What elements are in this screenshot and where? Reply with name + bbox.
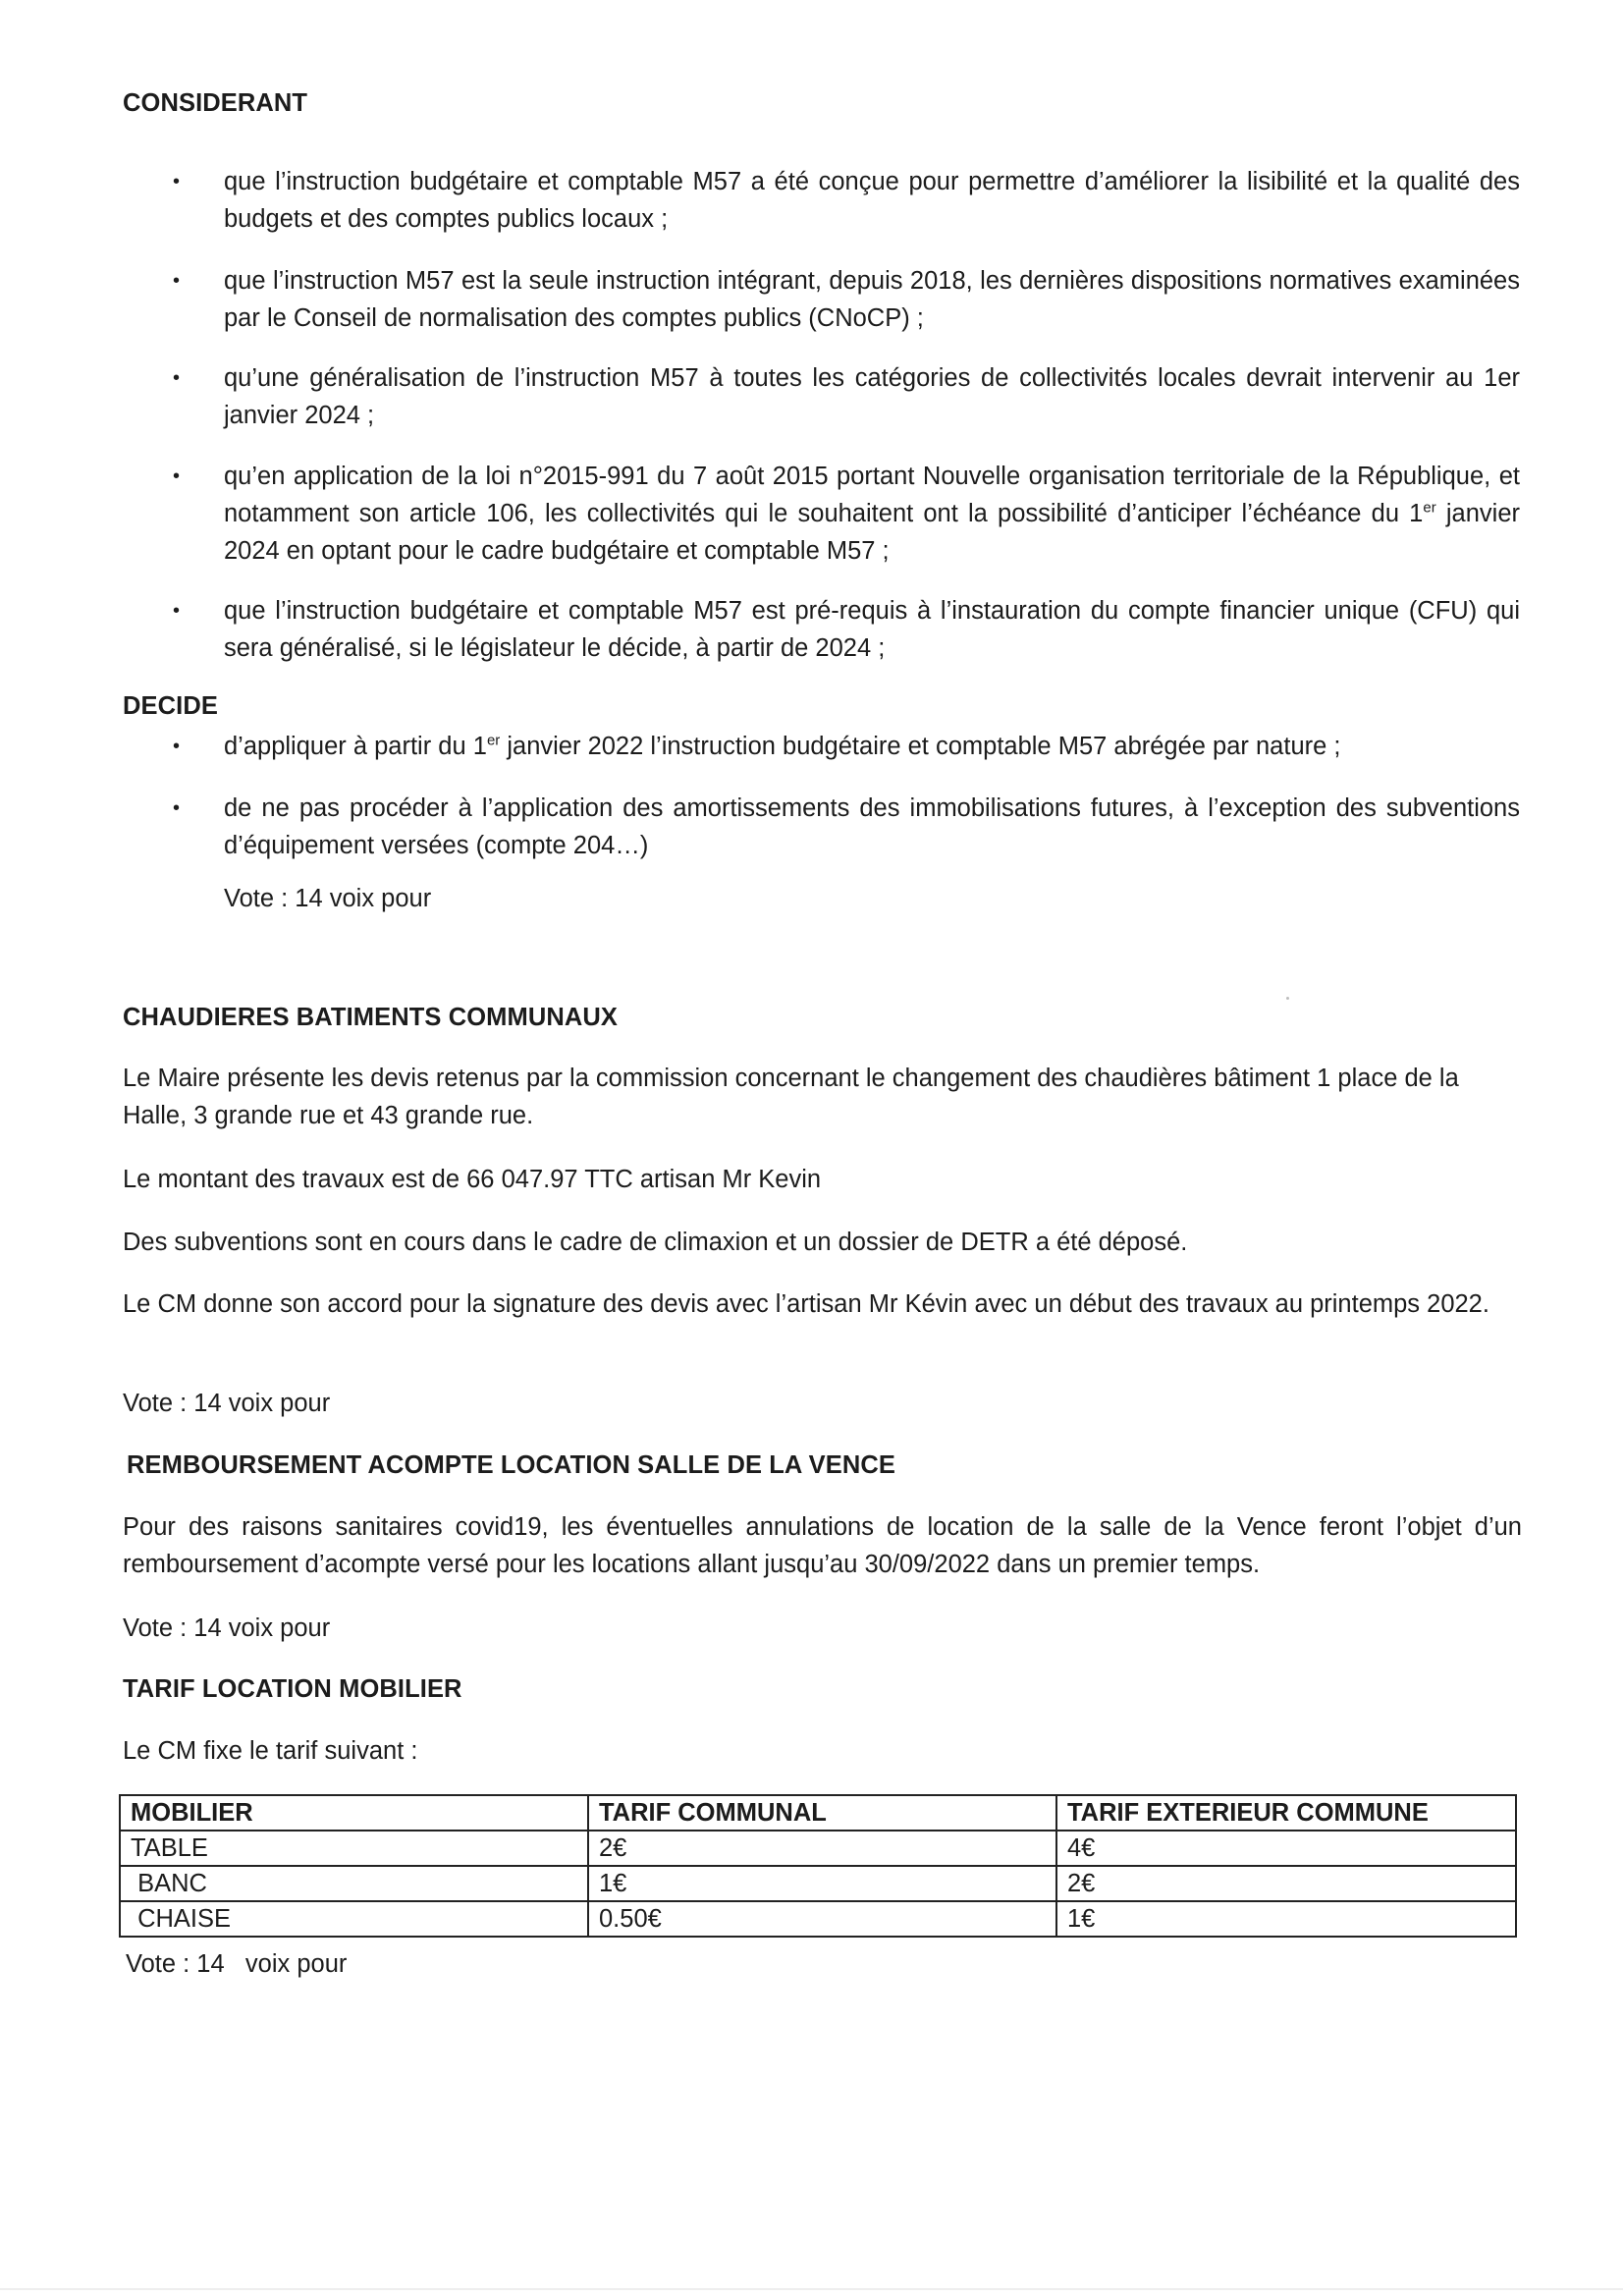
- superscript: er: [486, 732, 501, 749]
- table-cell: 2€: [588, 1831, 1056, 1866]
- chaudieres-heading: CHAUDIERES BATIMENTS COMMUNAUX: [123, 1004, 619, 1031]
- tarif-vote: Vote : 14 voix pour: [126, 1950, 348, 1978]
- table-header-row: [120, 1795, 1516, 1831]
- table-cell: 1€: [1056, 1901, 1516, 1937]
- considerant-item-4-text-b: janvier 2024 en optant pour le cadre budgétaire et comptable M57 ;: [224, 500, 1521, 565]
- bullet-icon: •: [173, 600, 181, 622]
- bullet-icon: •: [173, 367, 181, 389]
- superscript: er: [1423, 499, 1436, 517]
- remboursement-paragraph: Pour des raisons sanitaires covid19, les éventuelles annulations de location de la salle de la Vence feront l’objet d’un remboursement d’acompte versé pour les locations allant jusqu’au 30/09/2022 dans un premier temps.: [123, 1513, 1522, 1578]
- considerant-item-4: [224, 458, 1520, 570]
- scan-edge-line: [0, 2288, 1623, 2290]
- remboursement-vote: Vote : 14 voix pour: [123, 1614, 331, 1642]
- remboursement-heading: REMBOURSEMENT ACOMPTE LOCATION SALLE DE LA VENCE: [127, 1451, 896, 1479]
- table-row: [120, 1831, 1516, 1866]
- table-row: [120, 1901, 1516, 1937]
- decide-item-1: [224, 728, 1520, 765]
- table-cell: 0.50€: [588, 1901, 1056, 1937]
- chaudieres-paragraph-3: Des subventions sont en cours dans le cadre de climaxion et un dossier de DETR a été déposé.: [123, 1229, 1188, 1256]
- chaudieres-paragraph-4: Le CM donne son accord pour la signature des devis avec l’artisan Mr Kévin avec un début des travaux au printemps 2022.: [123, 1290, 1489, 1318]
- considerant-item-2: que l’instruction M57 est la seule instruction intégrant, depuis 2018, les dernières dispositions normatives examinées par le Conseil de normalisation des comptes publics (CNoCP) ;: [224, 267, 1520, 332]
- considerant-item-1: que l’instruction budgétaire et comptable M57 a été conçue pour permettre d’améliorer la lisibilité et la qualité des budgets et des comptes publics locaux ;: [224, 168, 1520, 233]
- table-cell: BANC: [120, 1866, 588, 1901]
- tarif-table: [119, 1794, 1517, 1938]
- bullet-icon: •: [173, 797, 181, 819]
- bullet-icon: •: [173, 465, 181, 487]
- table-cell: 4€: [1056, 1831, 1516, 1866]
- scan-speck: [1286, 997, 1289, 1000]
- column-header: TARIF COMMUNAL: [588, 1795, 1056, 1831]
- column-header: TARIF EXTERIEUR COMMUNE: [1056, 1795, 1516, 1831]
- bullet-icon: •: [173, 736, 181, 757]
- decide-vote: Vote : 14 voix pour: [224, 885, 432, 912]
- table-cell: TABLE: [120, 1831, 588, 1866]
- chaudieres-paragraph-2: Le montant des travaux est de 66 047.97 TTC artisan Mr Kevin: [123, 1166, 822, 1193]
- tarif-heading: TARIF LOCATION MOBILIER: [123, 1675, 462, 1703]
- considerant-heading: CONSIDERANT: [123, 89, 308, 117]
- considerant-item-5: que l’instruction budgétaire et comptable M57 est pré-requis à l’instauration du compte financier unique (CFU) qui sera généralisé, si le législateur le décide, à partir de 2024 ;: [224, 597, 1520, 662]
- table-row: [120, 1866, 1516, 1901]
- tarif-intro: Le CM fixe le tarif suivant :: [123, 1737, 418, 1765]
- decide-item-1-text-a: d’appliquer à partir du 1: [224, 733, 487, 760]
- considerant-item-4-text-a: qu’en application de la loi n°2015-991 du 7 août 2015 portant Nouvelle organisation territoriale de la République, et notamment son article 106, les collectivités qui le souhaitent ont la possibilité d’anticiper l’échéance du 1: [224, 463, 1520, 527]
- considerant-item-3: qu’une généralisation de l’instruction M57 à toutes les catégories de collectivités locales devrait intervenir au 1er janvier 2024 ;: [224, 364, 1520, 429]
- bullet-icon: •: [173, 171, 181, 192]
- decide-heading: DECIDE: [123, 692, 218, 720]
- table-cell: CHAISE: [120, 1901, 588, 1937]
- decide-item-2: de ne pas procéder à l’application des amortissements des immobilisations futures, à l’exception des subventions d’équipement versées (compte 204…): [224, 794, 1520, 859]
- chaudieres-paragraph-1: Le Maire présente les devis retenus par la commission concernant le changement des chaudières bâtiment 1 place de la Halle, 3 grande rue et 43 grande rue.: [123, 1065, 1459, 1129]
- decide-item-1-text-b: janvier 2022 l’instruction budgétaire et comptable M57 abrégée par nature ;: [500, 733, 1341, 760]
- column-header: MOBILIER: [120, 1795, 588, 1831]
- bullet-icon: •: [173, 270, 181, 292]
- table-cell: 2€: [1056, 1866, 1516, 1901]
- table-cell: 1€: [588, 1866, 1056, 1901]
- chaudieres-vote: Vote : 14 voix pour: [123, 1390, 331, 1417]
